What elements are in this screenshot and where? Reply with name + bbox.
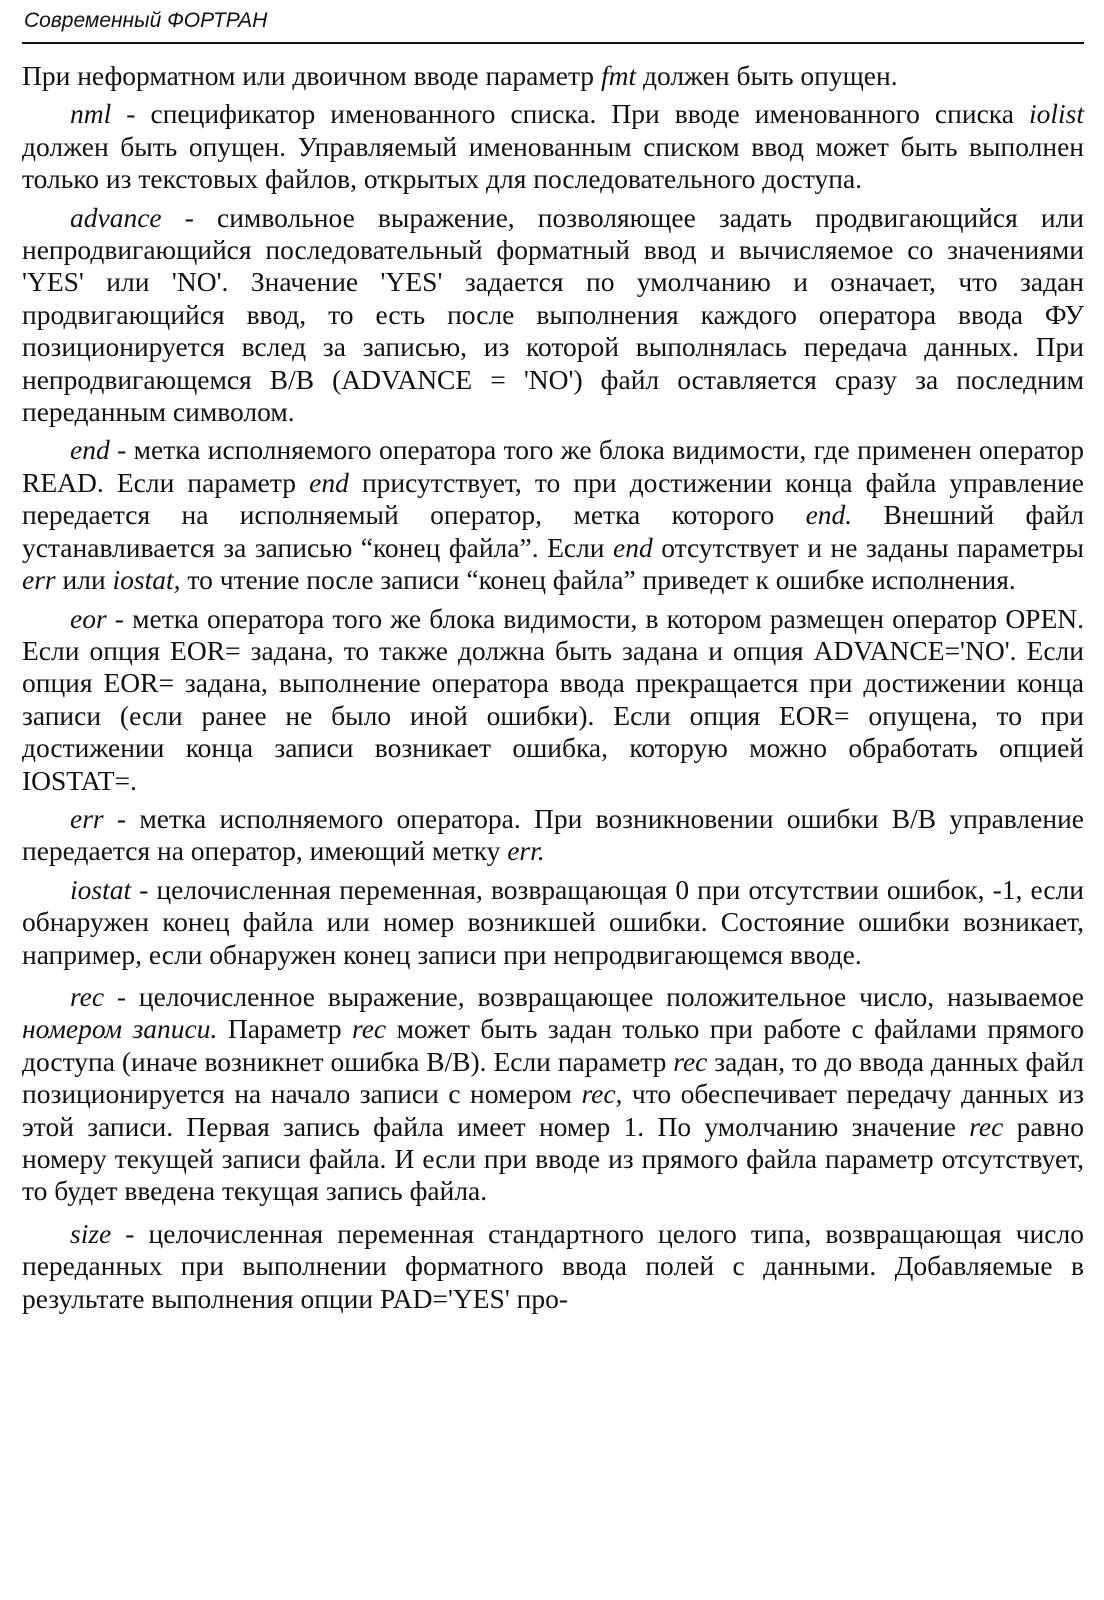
text-run: Параметр xyxy=(217,1013,353,1045)
running-head: Современный ФОРТРАН xyxy=(24,9,268,32)
header-rule xyxy=(22,42,1084,44)
italic-term: size xyxy=(70,1217,112,1249)
italic-term: err. xyxy=(507,835,545,867)
italic-term: end xyxy=(309,466,349,498)
text-run: Внешний файл устанавливается за записью “конец файла”. Если xyxy=(22,499,1084,563)
paragraph-err xyxy=(22,803,1084,868)
italic-term: end. xyxy=(805,499,853,531)
text-run: что обеспечивает передачу данных из этой записи. Первая запись файла имеет номер 1. По умолчанию значение xyxy=(22,1078,1084,1142)
italic-term: rec xyxy=(70,980,105,1012)
text-run: - целочисленная переменная, возвращающая 0 при отсутствии ошибок, -1, если обнаружен конец файла или номер возникшей ошибки. Состояние ошибки возникает, например, если обнаружен конец записи при непродвигающемся вводе. xyxy=(22,873,1084,970)
text-run: - целочисленная переменная стандартного целого типа, возвращающая число переданных при выполнении форматного ввода полей с данными. Добавляемые в результате выполнения опции PAD='YES' про- xyxy=(22,1217,1084,1314)
paragraph-advance xyxy=(22,202,1084,429)
text-run: должен быть опущен. Управляемый именованным списком ввод может быть выполнен только из текстовых файлов, открытых для последовательного доступа. xyxy=(22,130,1084,195)
italic-term: err xyxy=(22,564,56,596)
text-run: может быть задан только при работе с файлами прямого доступа (иначе возникнет ошибка В/В). Если параметр xyxy=(22,1013,1084,1077)
italic-term: eor xyxy=(70,602,107,634)
italic-term: iolist xyxy=(1028,98,1084,130)
text-run: - метка оператора того же блока видимости, в котором размещен оператор OPEN. Если опция EOR= задана, то также должна быть задана и опция ADVANCE='NO'. Если опция EOR= задана, выполнение оператора ввода прекращается при достижении конца записи (если ранее не было иной ошибки). Если опция EOR= опущена, то при достижении конца записи возникает ошибка, которую можно обработать опцией IOSTAT=. xyxy=(22,602,1084,796)
text-run: отсутствует и не заданы параметры xyxy=(652,531,1085,563)
italic-term: end xyxy=(613,531,653,563)
text-run: - символьное выражение, позволяющее задать продвигающийся или непродвигающийся последовательный форматный ввод и вычисляемое со значениями 'YES' или 'NO'. Значение 'YES' задается по умолчанию и означает, что задан продвигающийся ввод, то есть после выполнения каждого оператора ввода ФУ позиционируется вслед за записью, из которой выполнялась передача данных. При непродвигающемся В/В (ADVANCE = 'NO') файл оставляется сразу за последним переданным символом. xyxy=(22,201,1084,428)
paragraph-size xyxy=(22,1218,1084,1315)
paragraph-iostat xyxy=(22,874,1084,971)
paragraph-rec xyxy=(22,981,1084,1208)
text-run: задан, то до ввода данных файл позиционируется на начало записи с номером xyxy=(22,1045,1085,1110)
italic-term: nml xyxy=(70,98,112,130)
text-run: - метка исполняемого оператора. При возникновении ошибки В/В управление передается на оператор, имеющий метку xyxy=(22,802,1084,867)
italic-term: advance xyxy=(70,201,162,233)
italic-term: iostat, xyxy=(112,564,181,596)
italic-term: rec xyxy=(969,1110,1004,1142)
text-run: равно номеру текущей записи файла. И если при вводе из прямого файла параметр отсутствует, то будет введена текущая запись файла. xyxy=(22,1110,1084,1207)
paragraph-nml xyxy=(22,98,1084,195)
paragraph-fmt xyxy=(22,60,1084,92)
italic-term: rec xyxy=(673,1045,708,1077)
italic-term: end xyxy=(70,434,110,466)
document-page xyxy=(22,8,1084,1315)
italic-term: номером записи. xyxy=(22,1013,218,1045)
paragraph-end xyxy=(22,434,1084,596)
text-run: - целочисленное выражение, возвращающее положительное число, называемое xyxy=(104,980,1084,1012)
text-run: - метка исполняемого оператора того же блока видимости, где применен оператор READ. Если параметр xyxy=(22,434,1084,498)
italic-term: rec xyxy=(352,1013,387,1045)
italic-term: fmt xyxy=(600,60,637,91)
italic-term: iostat xyxy=(70,873,132,905)
body-text xyxy=(22,60,1084,1315)
text-run: - спецификатор именованного списка. При вводе именованного списка xyxy=(111,98,1029,130)
italic-term: rec, xyxy=(581,1078,623,1110)
paragraph-eor xyxy=(22,603,1084,797)
italic-term: err xyxy=(70,802,104,834)
text-run: При неформатном или двоичном вводе параметр xyxy=(22,60,601,91)
text-run: то чтение после записи “конец файла” приведет к ошибке исполнения. xyxy=(180,564,1016,596)
text-run: должен быть опущен. xyxy=(636,60,898,91)
text-run: присутствует, то при достижении конца файла управление передается на исполняемый оператор, метка которого xyxy=(22,466,1084,531)
text-run: или xyxy=(55,564,113,596)
